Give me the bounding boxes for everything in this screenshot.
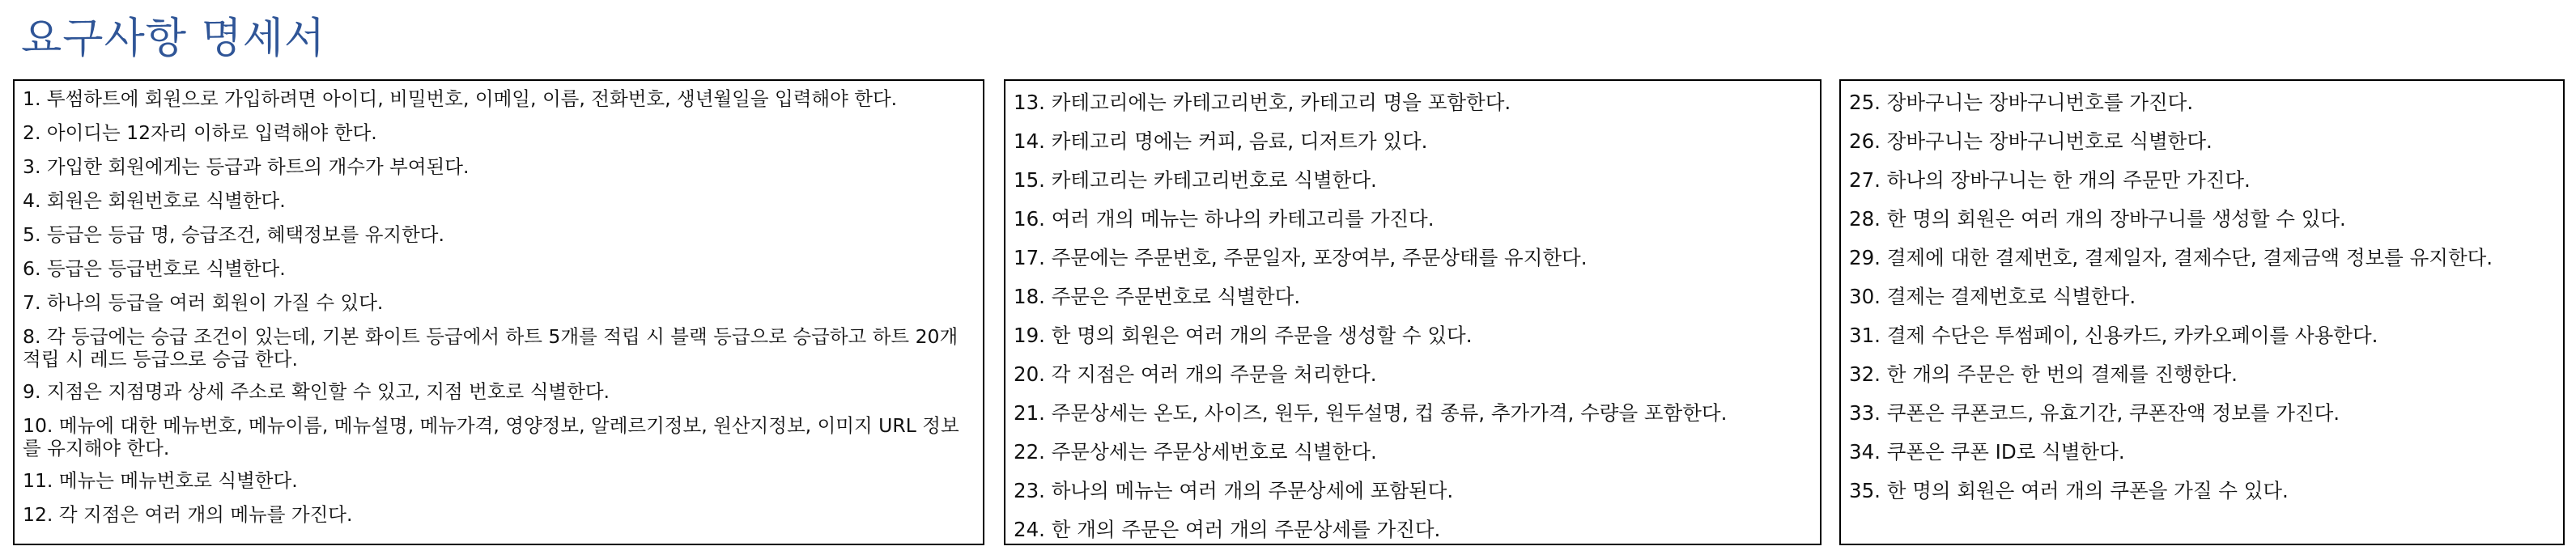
requirement-item: 21. 주문상세는 온도, 사이즈, 원두, 원두설명, 컵 종류, 추가가격, 수량을 포함한다. <box>1014 401 1728 425</box>
page-title: 요구사항 명세서 <box>21 15 326 63</box>
requirement-item: 5. 등급은 등급 명, 승급조건, 혜택정보를 유지한다. <box>23 223 444 246</box>
requirement-item: 1. 투썸하트에 회원으로 가입하려면 아이디, 비밀번호, 이메일, 이름, 전화번호, 생년월일을 입력해야 한다. <box>23 87 898 110</box>
requirement-item: 20. 각 지점은 여러 개의 주문을 처리한다. <box>1014 362 1377 386</box>
requirement-item: 15. 카테고리는 카테고리번호로 식별한다. <box>1014 168 1377 192</box>
requirements-list <box>1849 84 2555 511</box>
requirement-item: 30. 결제는 결제번호로 식별한다. <box>1849 285 2136 308</box>
requirements-list <box>23 83 975 532</box>
requirements-column-1 <box>13 79 984 545</box>
requirement-item: 31. 결제 수단은 투썸페이, 신용카드, 카카오페이를 사용한다. <box>1849 324 2378 347</box>
requirement-item: 23. 하나의 메뉴는 여러 개의 주문상세에 포함된다. <box>1014 479 1454 502</box>
requirement-item: 33. 쿠폰은 쿠폰코드, 유효기간, 쿠폰잔액 정보를 가진다. <box>1849 401 2340 425</box>
requirement-item: 17. 주문에는 주문번호, 주문일자, 포장여부, 주문상태를 유지한다. <box>1014 246 1588 269</box>
requirement-item: 12. 각 지점은 여러 개의 메뉴를 가진다. <box>23 503 353 526</box>
requirements-list <box>1014 84 1812 545</box>
requirement-item: 7. 하나의 등급을 여러 회원이 가질 수 있다. <box>23 291 384 314</box>
requirement-item: 4. 회원은 회원번호로 식별한다. <box>23 189 286 212</box>
requirement-item: 29. 결제에 대한 결제번호, 결제일자, 결제수단, 결제금액 정보를 유지한다. <box>1849 246 2493 269</box>
requirement-item: 3. 가입한 회원에게는 등급과 하트의 개수가 부여된다. <box>23 155 470 178</box>
requirement-item: 18. 주문은 주문번호로 식별한다. <box>1014 285 1301 308</box>
requirements-column-2 <box>1004 79 1821 545</box>
requirement-item: 24. 한 개의 주문은 여러 개의 주문상세를 가진다. <box>1014 518 1441 541</box>
requirement-item: 8. 각 등급에는 승급 조건이 있는데, 기본 화이트 등급에서 하트 5개를 적립 시 블랙 등급으로 승급하고 하트 20개 적립 시 레드 등급으로 승급 한다. <box>23 325 959 371</box>
requirement-item: 35. 한 명의 회원은 여러 개의 쿠폰을 가질 수 있다. <box>1849 479 2289 502</box>
requirement-item: 16. 여러 개의 메뉴는 하나의 카테고리를 가진다. <box>1014 207 1435 231</box>
requirement-item: 13. 카테고리에는 카테고리번호, 카테고리 명을 포함한다. <box>1014 91 1511 114</box>
requirement-item: 6. 등급은 등급번호로 식별한다. <box>23 257 286 280</box>
requirement-item: 32. 한 개의 주문은 한 번의 결제를 진행한다. <box>1849 362 2238 386</box>
requirement-item: 25. 장바구니는 장바구니번호를 가진다. <box>1849 91 2194 114</box>
requirement-item: 28. 한 명의 회원은 여러 개의 장바구니를 생성할 수 있다. <box>1849 207 2346 231</box>
requirement-item: 2. 아이디는 12자리 이하로 입력해야 한다. <box>23 121 377 144</box>
requirement-item: 9. 지점은 지점명과 상세 주소로 확인할 수 있고, 지점 번호로 식별한다. <box>23 380 610 403</box>
requirement-item: 34. 쿠폰은 쿠폰 ID로 식별한다. <box>1849 440 2125 464</box>
requirement-item: 11. 메뉴는 메뉴번호로 식별한다. <box>23 469 298 492</box>
requirements-column-3 <box>1839 79 2565 545</box>
requirement-item: 22. 주문상세는 주문상세번호로 식별한다. <box>1014 440 1377 464</box>
requirement-item: 26. 장바구니는 장바구니번호로 식별한다. <box>1849 129 2213 153</box>
requirement-item: 27. 하나의 장바구니는 한 개의 주문만 가진다. <box>1849 168 2251 192</box>
requirement-item: 19. 한 명의 회원은 여러 개의 주문을 생성할 수 있다. <box>1014 324 1473 347</box>
requirement-item: 14. 카테고리 명에는 커피, 음료, 디저트가 있다. <box>1014 129 1428 153</box>
requirement-item: 10. 메뉴에 대한 메뉴번호, 메뉴이름, 메뉴설명, 메뉴가격, 영양정보, 알레르기정보, 원산지정보, 이미지 URL 정보를 유지해야 한다. <box>23 414 959 459</box>
